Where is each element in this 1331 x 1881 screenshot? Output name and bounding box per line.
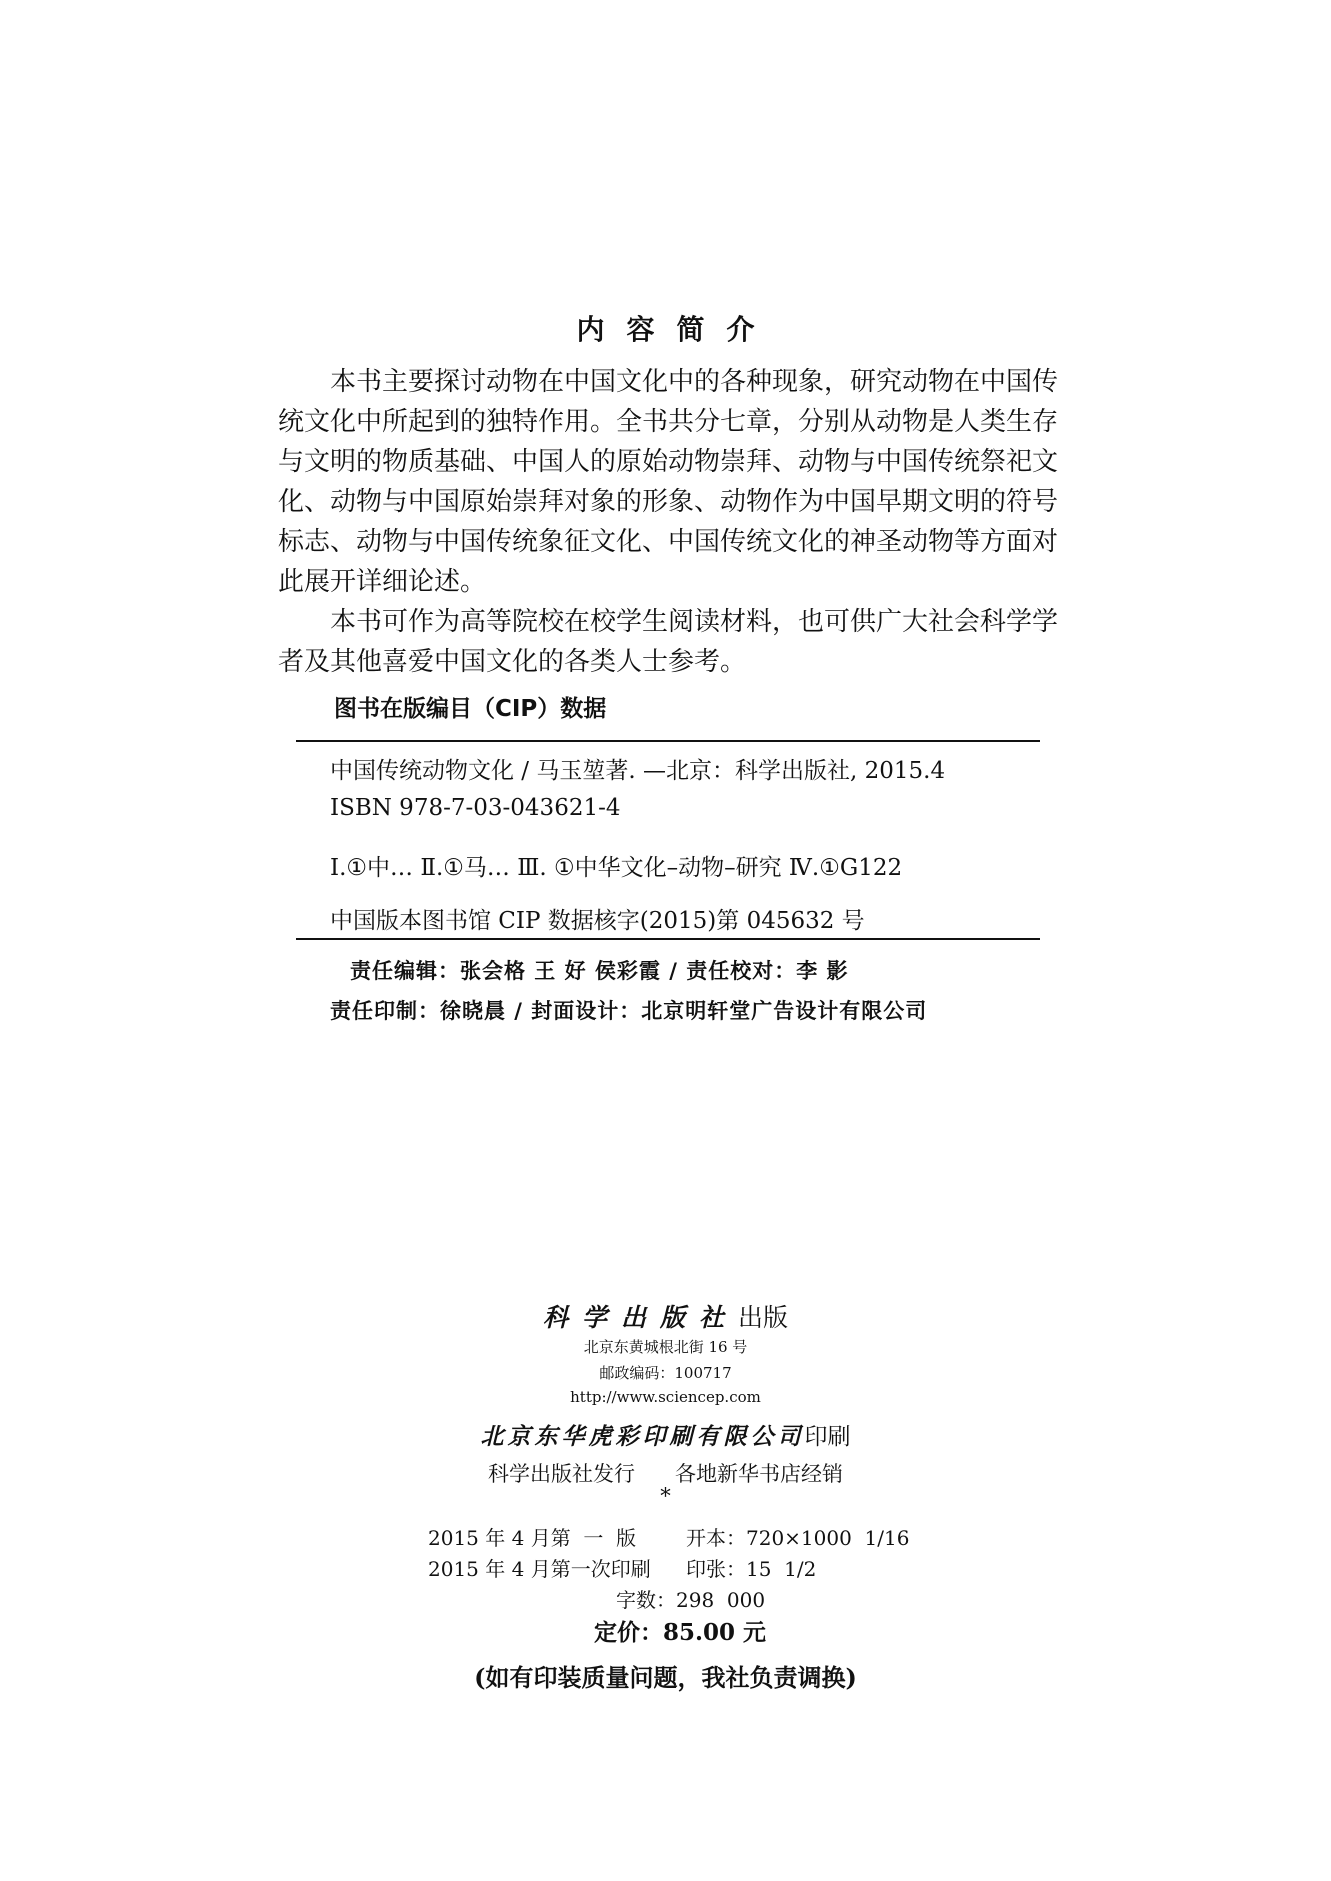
printer-suffix: 印刷 xyxy=(804,1424,851,1450)
publisher-suffix: 出版 xyxy=(738,1303,789,1332)
distribution-line: 科学出版社发行 各地新华书店经销 xyxy=(487,1462,844,1486)
word-count: 字数：298 000 xyxy=(616,1588,766,1612)
edition-info: 2015 年 4 月第 一 版 xyxy=(428,1526,637,1550)
printer-name: 北京东华虎彩印刷有限公司 xyxy=(480,1423,805,1450)
publisher-name: 科学出版社 xyxy=(542,1303,738,1332)
cip-record-number: 中国版本图书馆 CIP 数据核字(2015)第 045632 号 xyxy=(330,908,865,934)
printing-info: 2015 年 4 月第一次印刷 xyxy=(428,1557,651,1581)
price: 定价：85.00 元 xyxy=(594,1619,767,1646)
cip-entry: 中国传统动物文化 / 马玉堃著. —北京：科学出版社, 2015.4 xyxy=(330,758,946,784)
format-info: 开本：720×1000 1/16 xyxy=(686,1526,910,1550)
publisher-website: http://www.sciencep.com xyxy=(570,1388,761,1406)
cip-top-rule xyxy=(296,740,1040,742)
cip-bottom-rule xyxy=(296,938,1040,940)
production-credits: 责任印制：徐晓晨 / 封面设计：北京明轩堂广告设计有限公司 xyxy=(330,999,928,1023)
summary-paragraph: 本书可作为高等院校在校学生阅读材料，也可供广大社会科学学者及其他喜爱中国文化的各类人士参考。 xyxy=(278,607,1059,677)
printer-line xyxy=(0,1418,1331,1451)
publisher-postcode: 邮政编码：100717 xyxy=(599,1364,732,1382)
publisher-line xyxy=(0,1298,1331,1334)
quality-notice: (如有印装质量问题，我社负责调换) xyxy=(474,1663,857,1692)
summary-body xyxy=(278,362,1058,682)
editor-credits: 责任编辑：张会格 王 好 侯彩霞 / 责任校对：李 影 xyxy=(350,959,849,983)
cip-classification: Ⅰ.①中… Ⅱ.①马… Ⅲ. ①中华文化–动物–研究 Ⅳ.①G122 xyxy=(330,855,903,881)
cip-heading: 图书在版编目（CIP）数据 xyxy=(334,696,607,722)
summary-title: 内容简介 xyxy=(576,313,777,346)
cip-isbn: ISBN 978-7-03-043621-4 xyxy=(330,795,621,821)
sheets-info: 印张：15 1/2 xyxy=(686,1557,817,1581)
publisher-address: 北京东黄城根北街 16 号 xyxy=(583,1338,748,1356)
summary-paragraph: 本书主要探讨动物在中国文化中的各种现象，研究动物在中国传统文化中所起到的独特作用。全书共分七章，分别从动物是人类生存与文明的物质基础、中国人的原始动物崇拜、动物与中国传统祭祀文化、动物与中国原始崇拜对象的形象、动物作为中国早期文明的符号标志、动物与中国传统象征文化、中国传统文化的神圣动物等方面对此展开详细论述。 xyxy=(278,367,1059,597)
separator-star: * xyxy=(660,1484,671,1508)
